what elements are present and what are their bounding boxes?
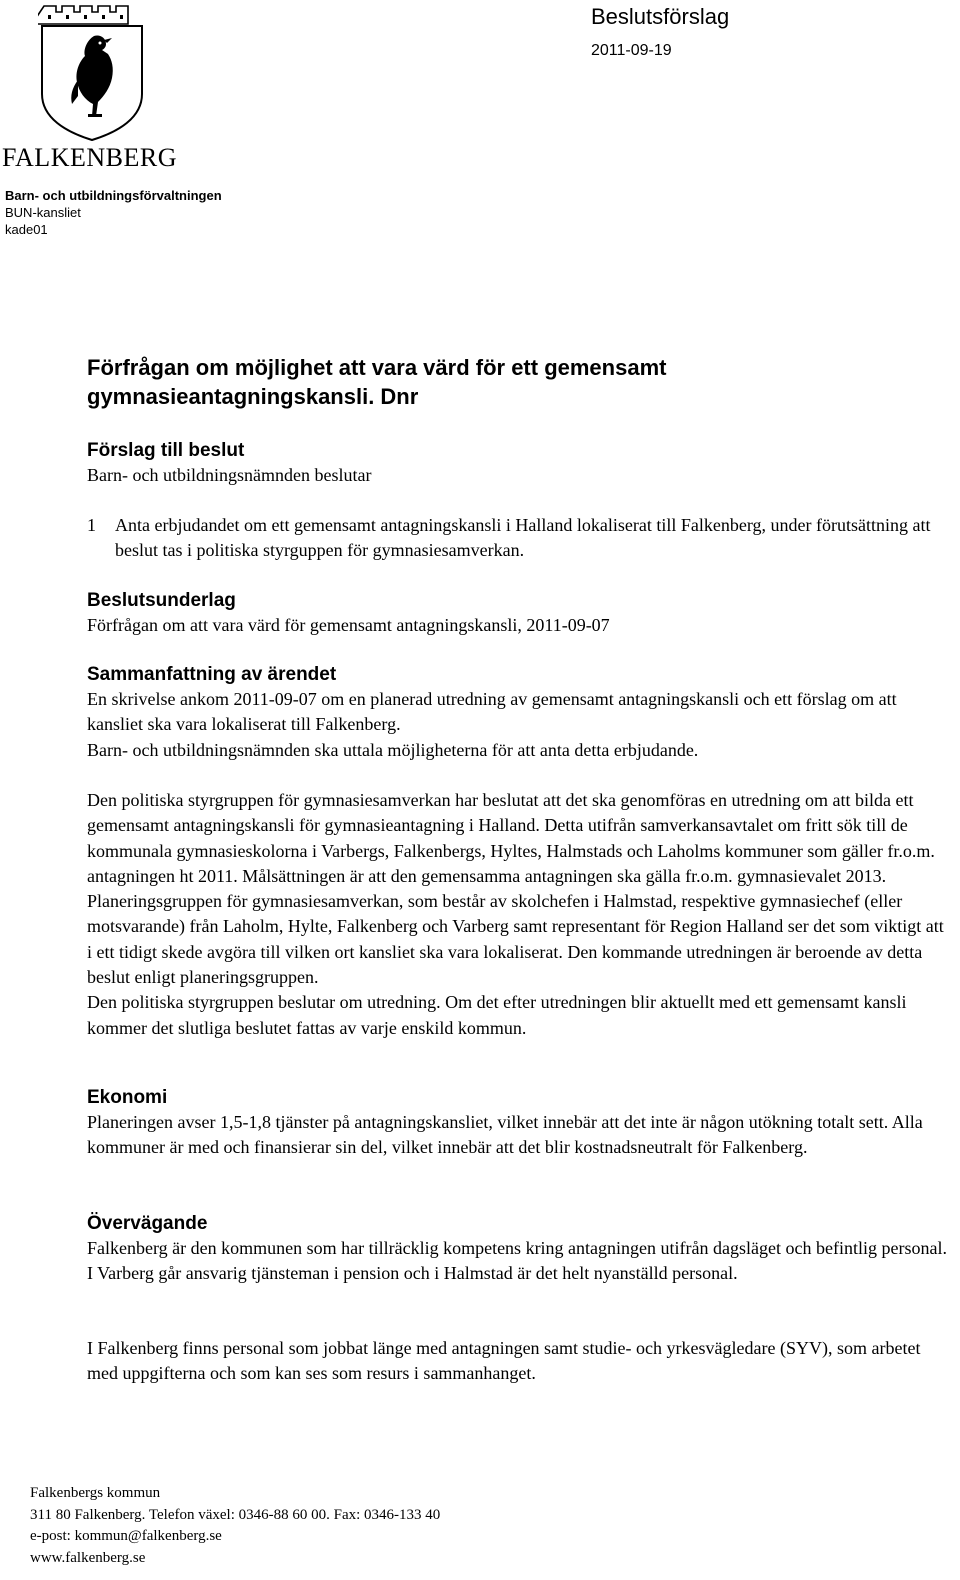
proposal-intro: Barn- och utbildningsnämnden beslutar: [87, 465, 372, 485]
consideration-section: [87, 1211, 952, 1287]
consideration-paragraph: I Falkenberg finns personal som jobbat länge med antagningen samt studie- och yrkesvägledare (SYV), som arbetet med uppgifterna och som kan ses som resurs i sammanhanget.: [87, 1338, 921, 1384]
basis-text: Förfrågan om att vara värd för gemensamt antagningskansli, 2011-09-07: [87, 615, 610, 635]
logo-wordmark: FALKENBERG: [2, 143, 177, 172]
document-date: 2011-09-19: [591, 42, 672, 59]
page-footer: [30, 1483, 440, 1569]
summary-paragraph: Den politiska styrgruppen beslutar om utredning. Om det efter utredningen blir aktuellt med ett gemensamt kansli kommer det slutliga beslutet fattas av varje enskild kommun.: [87, 992, 907, 1038]
author-code: kade01: [5, 222, 48, 237]
footer-email: e-post: kommun@falkenberg.se: [30, 1528, 222, 1544]
decision-number: 1: [87, 515, 96, 535]
proposal-heading: Förslag till beslut: [87, 440, 245, 461]
footer-address: 311 80 Falkenberg. Telefon växel: 0346-88 60 00. Fax: 0346-133 40: [30, 1506, 441, 1523]
summary-line: Barn- och utbildningsnämnden ska uttala möjligheterna för att anta detta erbjudande.: [87, 739, 699, 760]
summary-body: [87, 788, 952, 1041]
falkenberg-coat-of-arms: [38, 2, 146, 142]
basis-heading: Beslutsunderlag: [87, 590, 236, 611]
summary-paragraph: Den politiska styrgruppen för gymnasiesamverkan har beslutat att det ska genomföras en utredning om att bilda ett gemensamt antagningskansli för gymnasieantagning i Halland. Detta utifrån samverkansavtalet om fritt sök till de kommunala gymnasieskolorna i Varbergs, Falkenbergs, Hyltes, Halmstads och Laholms kommuner som gäller fr.o.m. antagningen ht 2011. Målsättningen är att den gemensamma antagningen ska gälla fr.o.m. gymnasievalet 2013.: [87, 790, 935, 886]
decision-list: [87, 513, 952, 564]
economy-text: Planeringen avser 1,5-1,8 tjänster på antagningskansliet, vilket innebär att det inte är någon utökning totalt sett. Alla kommuner är med och finansierar sin del, vilket innebär att det blir kostnadsneutralt för Falkenberg.: [87, 1112, 923, 1158]
summary-paragraph: Planeringsgruppen för gymnasiesamverkan, som består av skolchefen i Halmstad, respektive gymnasiechef (eller motsvarande) från Laholm, Hylte, Falkenberg och Varberg samt representant för Region Halland ser det som viktigt att i ett tidigt skede avgöra till vilken ort kansliet ska vara lokaliserat. Den kommande utredningen är beroende av detta beslut enligt planeringsgruppen.: [87, 891, 944, 988]
consideration-heading: Övervägande: [87, 1213, 208, 1234]
summary-section: [87, 662, 952, 763]
decision-item: [87, 513, 952, 564]
summary-heading: Sammanfattning av ärendet: [87, 664, 337, 685]
summary-line: En skrivelse ankom 2011-09-07 om en planerad utredning av gemensamt antagningskansli och ett förslag om att kansliet ska vara lokaliserat till Falkenberg.: [87, 689, 897, 735]
consideration-extra: [87, 1336, 952, 1387]
footer-web: www.falkenberg.se: [30, 1549, 146, 1566]
document-title: Förfrågan om möjlighet att vara värd för ett gemensamt gymnasieantagningskansli. Dnr: [87, 355, 667, 409]
proposal-section: [87, 438, 952, 488]
document-type: Beslutsförslag: [591, 4, 730, 29]
organization-block: [5, 187, 222, 238]
economy-section: [87, 1085, 952, 1161]
economy-heading: Ekonomi: [87, 1087, 168, 1108]
footer-org: Falkenbergs kommun: [30, 1485, 161, 1501]
unit-name: BUN-kansliet: [5, 205, 81, 220]
basis-section: [87, 588, 952, 638]
consideration-paragraph: Falkenberg är den kommunen som har tillräcklig kompetens kring antagningen utifrån dagsläget och befintlig personal. I Varberg går ansvarig tjänsteman i pension och i Halmstad är det helt nyanställd personal.: [87, 1238, 947, 1284]
decision-text: Anta erbjudandet om ett gemensamt antagningskansli i Halland lokaliserat till Falkenberg, under förutsättning att beslut tas i politiska styrguppen för gymnasiesamverkan.: [115, 515, 931, 561]
department-name: Barn- och utbildningsförvaltningen: [5, 188, 222, 203]
